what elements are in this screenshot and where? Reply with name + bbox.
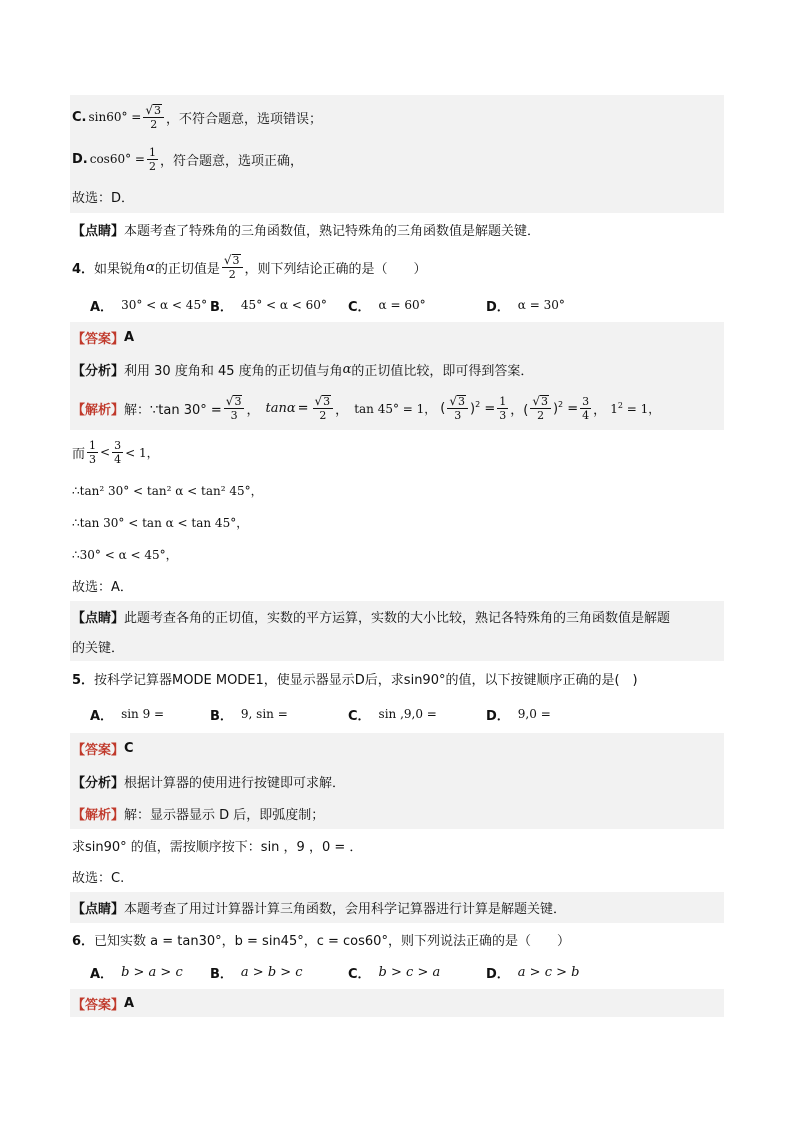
q4-options	[70, 288, 724, 322]
q5-option-a[interactable]: A． sin 9 =	[90, 707, 165, 724]
document-page	[70, 95, 724, 1017]
q4-analysis: 【分析】 利用 30 度角和 45 度角的正切值与角 α 的正切值比较，即可得到答案．	[70, 353, 724, 386]
q4-solution-line-4: ∴tan 30° < tan α < tan 45°，	[72, 515, 249, 530]
q3-option-c: C. sin60° = √ 3 2 ，不符合题意，选项错误；	[70, 95, 724, 139]
q4-stem: 4． 如果锐角 α 的正切值是 √ 3 2 ，则下列结论正确的是（ ）	[72, 252, 427, 281]
q5-comment: 【点睛】 本题考查了用过计算器计算三角函数，会用科学记算器进行计算是解题关键．	[70, 892, 724, 923]
q6-option-c[interactable]: C． b > c > a	[348, 965, 441, 982]
q3-d-fraction: $\frac{1}{2}$	[148, 145, 156, 173]
q3-option-d: D. cos60° = $\frac{1}{2}$ ，符合题意，选项正确，	[70, 139, 724, 179]
q5-stem: 5． 按科学记算器MODE MODE1，使显示器显示D后，求sin90°的值，以下按键顺序正确的是( )	[72, 672, 638, 688]
q5-options	[70, 695, 724, 733]
q5-solution-line-2: 求sin90° 的值，需按顺序按下：sin ，9 ，0 = ．	[72, 839, 363, 855]
q5-option-d[interactable]: D． 9,0 =	[486, 707, 551, 724]
q4-solution-line-5: ∴30° < α < 45°，	[72, 547, 178, 562]
q4-option-d[interactable]: D． α = 30°	[486, 298, 565, 315]
q5-answer: 【答案】 C	[70, 733, 724, 764]
q4-final-answer: 故选：A．	[72, 580, 133, 595]
q6-option-a[interactable]: A． b > a > c	[90, 965, 183, 982]
q4-comment-line-2: 的关键．	[70, 632, 724, 661]
q5-option-c[interactable]: C． sin ,9,0 =	[348, 707, 437, 724]
q3-comment: 【点睛】 本题考查了特殊角的三角函数值，熟记特殊角的三角函数值是解题关键．	[72, 224, 541, 239]
q6-answer: 【答案】 A	[70, 989, 724, 1017]
q4-option-c[interactable]: C． α = 60°	[348, 298, 426, 315]
q3-c-fraction: √ 3 2	[143, 104, 164, 131]
q4-solution-line-1: 【解析】 解：∵tan 30° = √ 3 3 ， tanα = √ 3 2 ， tan 45° = 1， ( √ 3 3 )$^2$ = $\frac{1}{3}$ ，( √ 3 2 )$^2$ = $\frac{3}{4}$ ， $1^2 = 1$，	[70, 386, 724, 430]
q4-solution-line-3: ∴tan² 30° < tan² α < tan² 45°，	[72, 483, 263, 498]
q5-solution-line-1: 【解析】 解：显示器显示 D 后，即弧度制；	[70, 798, 724, 829]
q4-comment-line-1: 【点睛】 此题考查各角的正切值，实数的平方运算，实数的大小比较，熟记各特殊角的三角函数值是解题	[70, 601, 724, 632]
q4-option-b[interactable]: B． 45° < α < 60°	[210, 298, 327, 315]
q4-answer: 【答案】 A	[70, 322, 724, 353]
q6-options	[70, 956, 724, 989]
q5-final-answer: 故选：C.	[72, 871, 125, 886]
q4-option-a[interactable]: A． 30° < α < 45°	[90, 298, 208, 315]
q5-option-b[interactable]: B． 9, sin =	[210, 707, 288, 724]
q5-analysis: 【分析】 根据计算器的使用进行按键即可求解．	[70, 764, 724, 798]
q6-stem: 6． 已知实数 a = tan30°，b = sin45°，c = cos60°，则下列说法正确的是（ ）	[72, 934, 570, 949]
q4-stem-fraction: √ 3 2	[222, 254, 243, 281]
q4-solution-line-2: 而 $\frac{1}{3}$ < $\frac{3}{4}$ < 1，	[72, 438, 159, 466]
q6-option-d[interactable]: D． a > c > b	[486, 965, 580, 982]
q3-final-answer: 故选：D．	[70, 179, 724, 213]
q6-option-b[interactable]: B． a > b > c	[210, 965, 303, 982]
